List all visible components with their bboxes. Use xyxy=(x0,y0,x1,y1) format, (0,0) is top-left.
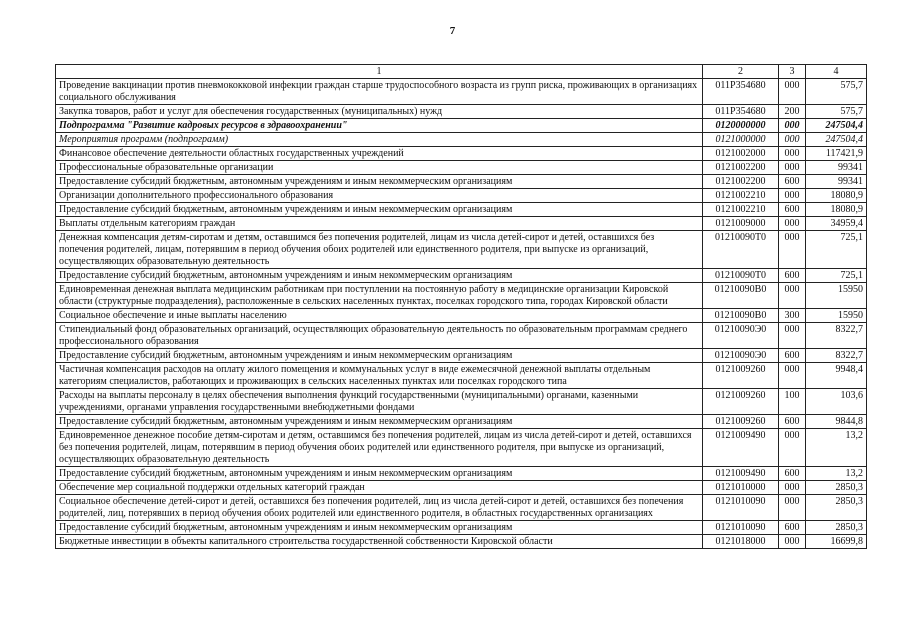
row-name-cell: Организации дополнительного профессионального образования xyxy=(56,189,703,203)
row-sum-cell: 18080,9 xyxy=(806,189,867,203)
row-sum-cell: 2850,3 xyxy=(806,521,867,535)
header-col-4: 4 xyxy=(806,65,867,79)
row-code-cell: 011Р354680 xyxy=(703,79,779,105)
row-code-cell: 0120000000 xyxy=(703,119,779,133)
row-code-cell: 0121009000 xyxy=(703,217,779,231)
header-col-3: 3 xyxy=(779,65,806,79)
row-code-cell: 0121002200 xyxy=(703,175,779,189)
row-name-cell: Закупка товаров, работ и услуг для обеспечения государственных (муниципальных) нужд xyxy=(56,105,703,119)
row-code-cell: 0121010090 xyxy=(703,495,779,521)
row-name-cell: Обеспечение мер социальной поддержки отдельных категорий граждан xyxy=(56,481,703,495)
row-code-cell: 01210090Э0 xyxy=(703,323,779,349)
row-code-cell: 01210090В0 xyxy=(703,283,779,309)
row-sum-cell: 117421,9 xyxy=(806,147,867,161)
table-row xyxy=(56,521,867,535)
row-name-cell: Предоставление субсидий бюджетным, автономным учреждениям и иным некоммерческим организациям xyxy=(56,349,703,363)
row-type-cell: 200 xyxy=(779,105,806,119)
row-name-cell: Бюджетные инвестиции в объекты капитального строительства государственной собственности Кировской области xyxy=(56,535,703,549)
row-code-cell: 0121002200 xyxy=(703,161,779,175)
row-type-cell: 000 xyxy=(779,495,806,521)
table-row xyxy=(56,269,867,283)
row-code-cell: 0121002210 xyxy=(703,203,779,217)
row-sum-cell: 8322,7 xyxy=(806,349,867,363)
row-type-cell: 000 xyxy=(779,481,806,495)
row-type-cell: 000 xyxy=(779,231,806,269)
row-sum-cell: 15950 xyxy=(806,283,867,309)
row-sum-cell: 18080,9 xyxy=(806,203,867,217)
table-row xyxy=(56,231,867,269)
row-type-cell: 000 xyxy=(779,429,806,467)
row-type-cell: 600 xyxy=(779,175,806,189)
row-name-cell: Подпрограмма "Развитие кадровых ресурсов в здравоохранении" xyxy=(56,119,703,133)
table-row xyxy=(56,415,867,429)
row-sum-cell: 2850,3 xyxy=(806,481,867,495)
row-type-cell: 600 xyxy=(779,203,806,217)
row-sum-cell: 8322,7 xyxy=(806,323,867,349)
row-name-cell: Стипендиальный фонд образовательных организаций, осуществляющих образовательную деятельность по образовательным программам среднего профессионального образования xyxy=(56,323,703,349)
table-row xyxy=(56,79,867,105)
row-name-cell: Мероприятия программ (подпрограмм) xyxy=(56,133,703,147)
row-name-cell: Предоставление субсидий бюджетным, автономным учреждениям и иным некоммерческим организациям xyxy=(56,175,703,189)
row-name-cell: Социальное обеспечение и иные выплаты населению xyxy=(56,309,703,323)
row-type-cell: 000 xyxy=(779,323,806,349)
row-name-cell: Социальное обеспечение детей-сирот и детей, оставшихся без попечения родителей, лиц из числа детей-сирот и детей, оставшихся без попечения родителей, лиц, потерявших в период обучения обоих родителей или единственного родителя, в областных государственных организациях xyxy=(56,495,703,521)
row-sum-cell: 247504,4 xyxy=(806,133,867,147)
row-sum-cell: 9844,8 xyxy=(806,415,867,429)
table-row xyxy=(56,161,867,175)
row-sum-cell: 725,1 xyxy=(806,269,867,283)
table-row xyxy=(56,349,867,363)
row-code-cell: 0121009490 xyxy=(703,467,779,481)
table-row xyxy=(56,133,867,147)
row-name-cell: Выплаты отдельным категориям граждан xyxy=(56,217,703,231)
row-code-cell: 0121009490 xyxy=(703,429,779,467)
row-name-cell: Денежная компенсация детям-сиротам и детям, оставшимся без попечения родителей, лицам из числа детей-сирот и детей, оставшихся без попечения родителей, лицам, потерявшим в период обучения обоих родителей или единственного родителя, при выпуске из организаций, осуществляющих образовательную деятельность xyxy=(56,231,703,269)
row-type-cell: 600 xyxy=(779,521,806,535)
row-name-cell: Проведение вакцинации против пневмококковой инфекции граждан старше трудоспособного возраста из групп риска, проживающих в организациях социального обслуживания xyxy=(56,79,703,105)
table-header-row xyxy=(56,65,867,79)
table-row xyxy=(56,203,867,217)
table-row xyxy=(56,175,867,189)
row-code-cell: 0121009260 xyxy=(703,363,779,389)
row-name-cell: Единовременное денежное пособие детям-сиротам и детям, оставшимся без попечения родителей, лицам из числа детей-сирот и детей, оставшихся без попечения родителей, лицам, потерявшим в период обучения обоих родителей или единственного родителя, при выпуске из организаций, осуществляющих образовательную деятельность xyxy=(56,429,703,467)
row-sum-cell: 575,7 xyxy=(806,105,867,119)
row-name-cell: Предоставление субсидий бюджетным, автономным учреждениям и иным некоммерческим организациям xyxy=(56,203,703,217)
row-code-cell: 011Р354680 xyxy=(703,105,779,119)
table-row xyxy=(56,363,867,389)
row-code-cell: 0121002210 xyxy=(703,189,779,203)
row-code-cell: 0121009260 xyxy=(703,389,779,415)
row-name-cell: Предоставление субсидий бюджетным, автономным учреждениям и иным некоммерческим организациям xyxy=(56,521,703,535)
header-col-1: 1 xyxy=(56,65,703,79)
table-row xyxy=(56,323,867,349)
row-name-cell: Предоставление субсидий бюджетным, автономным учреждениям и иным некоммерческим организациям xyxy=(56,415,703,429)
table-row xyxy=(56,283,867,309)
row-sum-cell: 99341 xyxy=(806,175,867,189)
row-name-cell: Финансовое обеспечение деятельности областных государственных учреждений xyxy=(56,147,703,161)
row-code-cell: 0121009260 xyxy=(703,415,779,429)
page-number: 7 xyxy=(449,25,456,37)
row-code-cell: 0121010090 xyxy=(703,521,779,535)
row-type-cell: 000 xyxy=(779,363,806,389)
table-row xyxy=(56,481,867,495)
row-name-cell: Предоставление субсидий бюджетным, автономным учреждениям и иным некоммерческим организациям xyxy=(56,269,703,283)
row-type-cell: 000 xyxy=(779,189,806,203)
row-type-cell: 000 xyxy=(779,161,806,175)
table-row xyxy=(56,309,867,323)
table-row xyxy=(56,429,867,467)
row-name-cell: Единовременная денежная выплата медицинским работникам при поступлении на постоянную работу в медицинские организации Кировской области (структурные подразделения), расположенные в сельских населенных пунктах, поселках городского типа, городах Кировской области xyxy=(56,283,703,309)
row-name-cell: Предоставление субсидий бюджетным, автономным учреждениям и иным некоммерческим организациям xyxy=(56,467,703,481)
row-type-cell: 300 xyxy=(779,309,806,323)
row-code-cell: 01210090В0 xyxy=(703,309,779,323)
row-sum-cell: 247504,4 xyxy=(806,119,867,133)
table-row xyxy=(56,535,867,549)
table-row xyxy=(56,495,867,521)
table-row xyxy=(56,119,867,133)
row-name-cell: Частичная компенсация расходов на оплату жилого помещения и коммунальных услуг в виде ежемесячной денежной выплаты отдельным категориям специалистов, работающих и проживающих в сельских населенных пунктах или поселках городского типа xyxy=(56,363,703,389)
row-sum-cell: 103,6 xyxy=(806,389,867,415)
budget-table xyxy=(55,64,867,549)
row-code-cell: 01210090Т0 xyxy=(703,269,779,283)
row-name-cell: Расходы на выплаты персоналу в целях обеспечения выполнения функций государственными (муниципальными) органами, казенными учреждениями, органами управления государственными внебюджетными фондами xyxy=(56,389,703,415)
row-type-cell: 000 xyxy=(779,535,806,549)
table-row xyxy=(56,389,867,415)
row-sum-cell: 2850,3 xyxy=(806,495,867,521)
row-sum-cell: 34959,4 xyxy=(806,217,867,231)
row-sum-cell: 13,2 xyxy=(806,429,867,467)
table-row xyxy=(56,467,867,481)
row-type-cell: 600 xyxy=(779,349,806,363)
row-type-cell: 600 xyxy=(779,269,806,283)
row-sum-cell: 725,1 xyxy=(806,231,867,269)
row-code-cell: 0121010000 xyxy=(703,481,779,495)
row-code-cell: 01210090Э0 xyxy=(703,349,779,363)
row-type-cell: 100 xyxy=(779,389,806,415)
row-code-cell: 0121018000 xyxy=(703,535,779,549)
row-type-cell: 000 xyxy=(779,283,806,309)
row-sum-cell: 99341 xyxy=(806,161,867,175)
row-sum-cell: 15950 xyxy=(806,309,867,323)
row-type-cell: 600 xyxy=(779,467,806,481)
row-type-cell: 000 xyxy=(779,133,806,147)
row-code-cell: 0121002000 xyxy=(703,147,779,161)
table-row xyxy=(56,147,867,161)
table-row xyxy=(56,105,867,119)
row-type-cell: 000 xyxy=(779,119,806,133)
header-col-2: 2 xyxy=(703,65,779,79)
row-type-cell: 000 xyxy=(779,147,806,161)
row-code-cell: 0121000000 xyxy=(703,133,779,147)
row-sum-cell: 13,2 xyxy=(806,467,867,481)
row-sum-cell: 16699,8 xyxy=(806,535,867,549)
row-code-cell: 01210090Т0 xyxy=(703,231,779,269)
row-name-cell: Профессиональные образовательные организации xyxy=(56,161,703,175)
row-sum-cell: 575,7 xyxy=(806,79,867,105)
table-row xyxy=(56,189,867,203)
row-sum-cell: 9948,4 xyxy=(806,363,867,389)
row-type-cell: 000 xyxy=(779,217,806,231)
row-type-cell: 600 xyxy=(779,415,806,429)
table-row xyxy=(56,217,867,231)
row-type-cell: 000 xyxy=(779,79,806,105)
